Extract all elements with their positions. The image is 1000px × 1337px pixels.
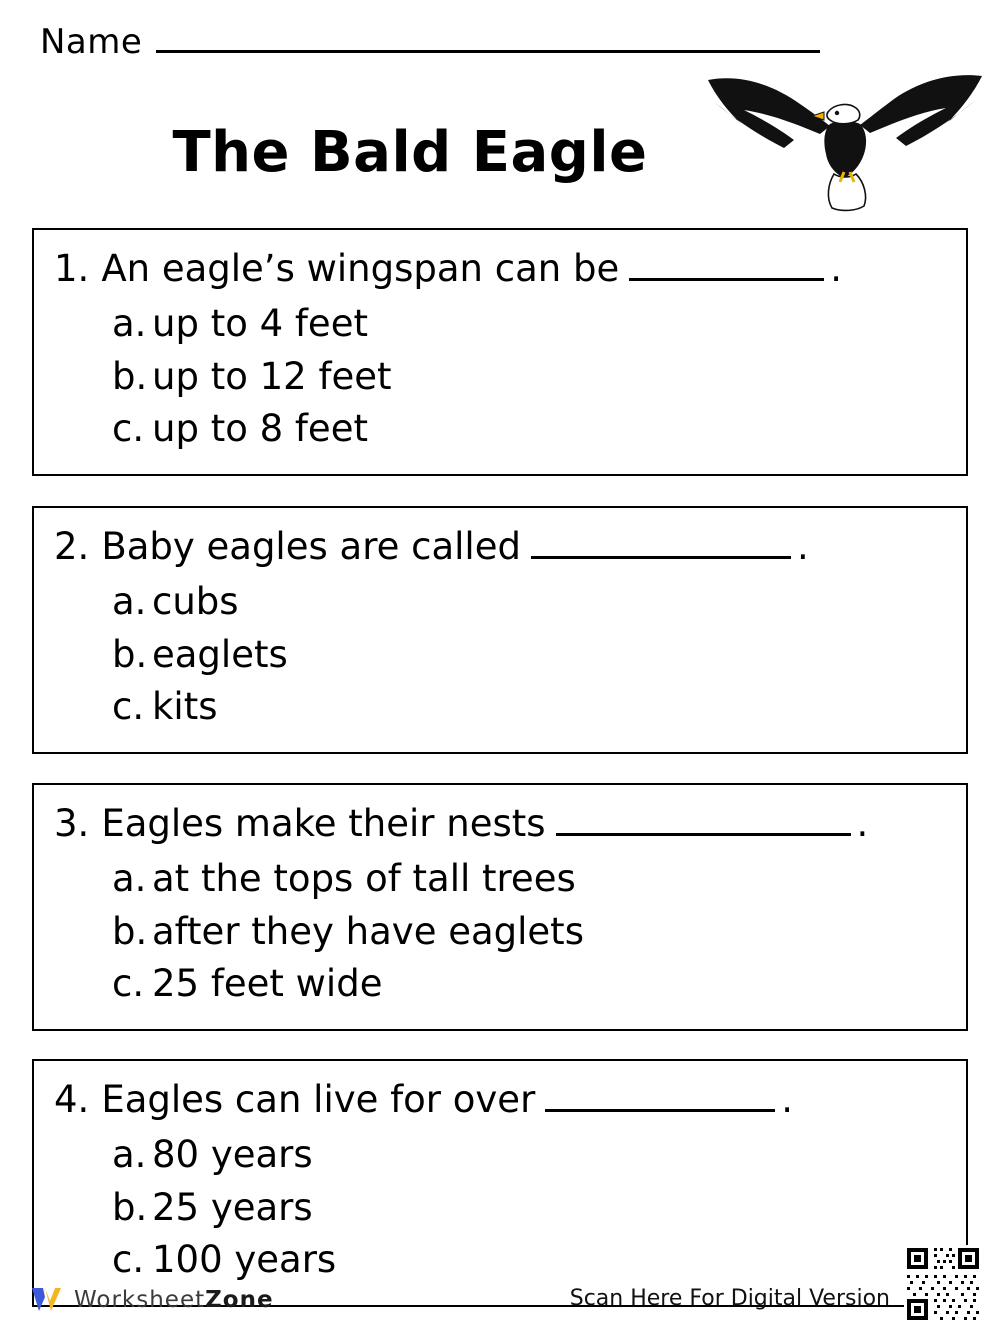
choice-text: at the tops of tall trees [152,857,576,901]
choice-letter: a. [112,857,147,901]
choice-list [112,853,946,1011]
choice-item[interactable] [112,853,946,906]
choice-letter: c. [112,685,145,729]
question-period: . [796,525,809,568]
question-number: 1. [54,247,90,290]
question-prompt [54,1077,946,1123]
choice-letter: a. [112,302,147,346]
choice-item[interactable] [112,576,946,629]
question-text: Baby eagles are called [101,525,521,568]
question-text: Eagles can live for over [101,1078,536,1121]
question-number: 2. [54,525,90,568]
choice-letter: a. [112,1133,147,1177]
choice-letter: c. [112,962,145,1006]
choice-text: up to 12 feet [152,354,392,398]
choice-letter: b. [112,354,148,398]
question-text: Eagles make their nests [101,802,546,845]
question-text: An eagle’s wingspan can be [101,247,620,290]
choice-item[interactable] [112,1129,946,1182]
answer-blank[interactable] [545,1083,775,1112]
choice-item[interactable] [112,629,946,682]
choice-text: up to 8 feet [152,407,368,451]
choice-text: 100 years [152,1238,337,1282]
choice-list [112,576,946,734]
name-input-line[interactable] [156,24,820,53]
choice-letter: c. [112,407,145,451]
choice-text: after they have eaglets [152,909,584,953]
question-period: . [856,802,869,845]
question-box-2 [32,506,968,754]
question-prompt [54,524,946,570]
choice-item[interactable] [112,403,946,456]
worksheet-zone-logo-icon [30,1285,64,1315]
bald-eagle-icon [700,62,990,212]
brand-name-second: Zone [205,1287,274,1313]
name-label: Name [40,22,143,62]
question-number: 3. [54,802,90,845]
choice-list [112,298,946,456]
choice-item[interactable] [112,958,946,1011]
question-prompt [54,246,946,292]
question-period: . [830,247,842,290]
name-field-row [40,22,820,62]
question-box-1 [32,228,968,476]
choice-list [112,1129,946,1287]
choice-text: eaglets [152,632,288,676]
choice-letter: a. [112,580,147,624]
choice-item[interactable] [112,681,946,734]
choice-letter: b. [112,1185,148,1229]
question-prompt [54,801,946,847]
page-title: The Bald Eagle [172,120,648,185]
choice-letter: b. [112,909,148,953]
choice-item[interactable] [112,1234,946,1287]
choice-text: cubs [152,580,239,624]
choice-text: up to 4 feet [152,302,368,346]
choice-item[interactable] [112,1182,946,1235]
choice-letter: b. [112,632,148,676]
choice-text: 25 years [152,1185,313,1229]
answer-blank[interactable] [531,530,791,559]
choice-text: 25 feet wide [152,962,383,1006]
choice-text: 80 years [152,1133,313,1177]
question-box-4 [32,1059,968,1307]
question-period: . [781,1078,794,1121]
scan-instruction: Scan Here For Digital Version [569,1286,890,1311]
choice-item[interactable] [112,298,946,351]
choice-letter: c. [112,1238,145,1282]
question-box-3 [32,783,968,1031]
brand-footer [30,1285,274,1315]
brand-name [74,1287,274,1313]
choice-item[interactable] [112,906,946,959]
qr-code-icon[interactable] [904,1245,982,1323]
choice-item[interactable] [112,351,946,404]
choice-text: kits [152,685,218,729]
answer-blank[interactable] [556,807,851,836]
answer-blank[interactable] [629,252,824,281]
question-number: 4. [54,1078,90,1121]
brand-name-first: Worksheet [74,1287,206,1313]
